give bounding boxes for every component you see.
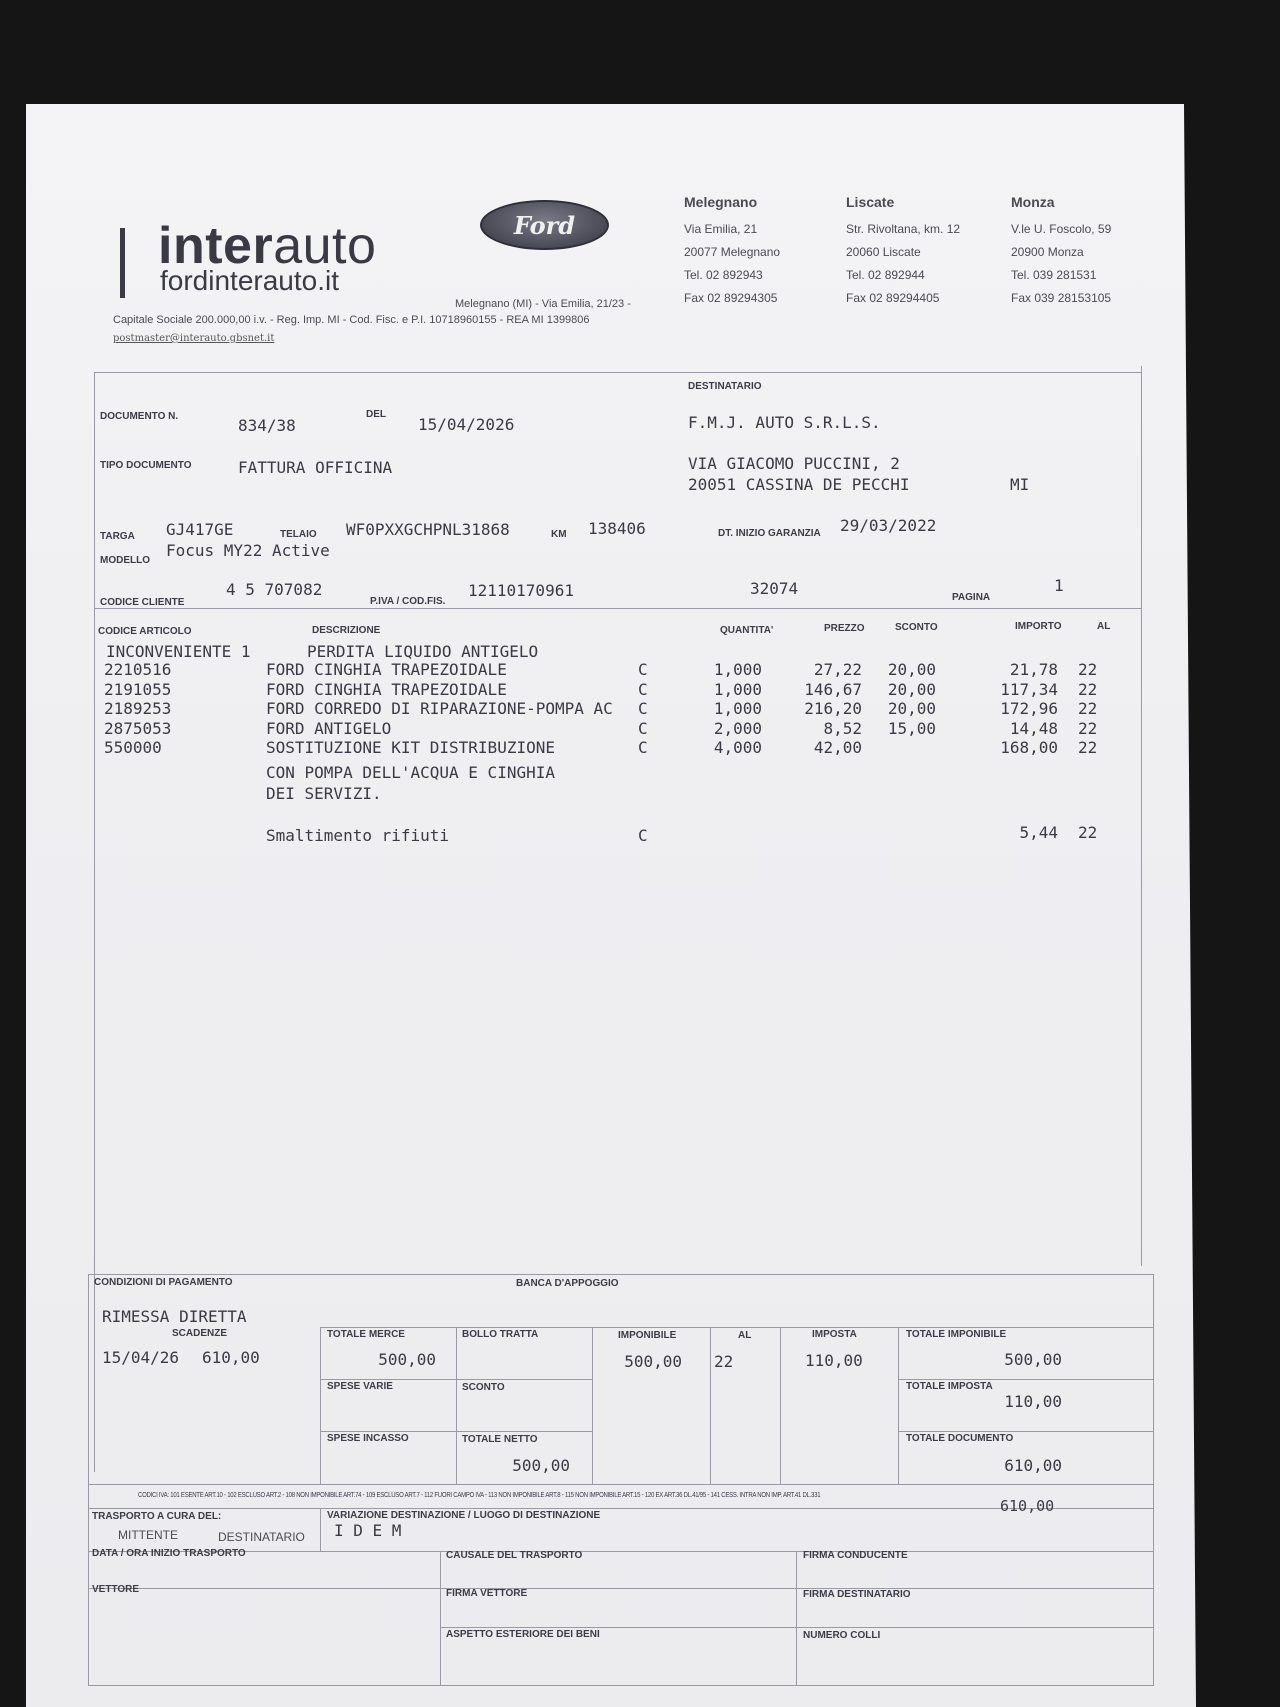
row-sconto: 15,00 <box>887 718 936 738</box>
row-importo: 21,78 <box>1009 660 1058 679</box>
label-destinatario: DESTINATARIO <box>688 381 762 392</box>
row-descrizione: FORD CINGHIA TRAPEZOIDALE <box>266 660 507 679</box>
row-al: 22 <box>1078 699 1098 718</box>
row-codice: 2875053 <box>104 718 172 738</box>
chassis-number: WF0PXXGCHPNL31868 <box>346 520 510 539</box>
label-spese-incasso: SPESE INCASSO <box>327 1433 409 1444</box>
branch-city: 20077 Melegnano <box>684 245 781 259</box>
smaltimento-desc: Smaltimento rifiuti <box>266 826 450 845</box>
row-prezzo: 146,67 <box>804 679 862 699</box>
km-value: 138406 <box>588 519 646 538</box>
branch-fax: Fax 02 89294405 <box>846 291 940 305</box>
label-data-trasporto: DATA / ORA INIZIO TRASPORTO <box>92 1548 246 1559</box>
row-importo: 14,48 <box>1009 718 1058 738</box>
label-scadenze: SCADENZE <box>172 1328 228 1339</box>
totale-documento: 610,00 <box>1004 1456 1062 1475</box>
totale-repeat: 610,00 <box>1000 1497 1055 1515</box>
row-prezzo: 42,00 <box>813 738 862 757</box>
row-descrizione: FORD CINGHIA TRAPEZOIDALE <box>266 679 507 699</box>
vat-number: 12110170961 <box>468 581 574 600</box>
label-totale-imposta: TOTALE IMPOSTA <box>906 1381 993 1392</box>
row-quantita: 2,000 <box>713 718 762 738</box>
row-sconto: 20,00 <box>887 660 936 679</box>
label-numero-colli: NUMERO COLLI <box>803 1630 881 1641</box>
logo-wordmark: interauto <box>158 217 377 275</box>
col-prezzo: PREZZO <box>824 623 865 634</box>
row-descrizione: SOSTITUZIONE KIT DISTRIBUZIONE <box>266 738 555 757</box>
row-codice: 550000 <box>104 738 162 757</box>
document-type: FATTURA OFFICINA <box>238 458 393 477</box>
row-prezzo: 27,22 <box>813 660 862 679</box>
row-prezzo: 216,20 <box>804 699 862 718</box>
vat-codes-note: CODICI IVA: 101 ESENTE ART.10 - 102 ESCLUSO ART.2 - 108 NON IMPONIBILE ART.74 - 109 ESCLUSO ART.7 - 112 FUORI CAMPO IVA - 113 NON IMPONIBILE ART.8 - 115 NON IMPONIBILE ART.15 - 120 EX ART.36 DL.41/95 - 141 CESS. INTRA NON IMP. ART.41 DL.331 <box>138 1492 821 1499</box>
row-quantita: 1,000 <box>713 679 762 699</box>
due-date: 15/04/26 <box>102 1348 180 1367</box>
label-garanzia: DT. INIZIO GARANZIA <box>718 528 821 539</box>
row-codice: 2210516 <box>104 660 172 679</box>
row-importo: 117,34 <box>1000 679 1058 699</box>
option-mittente[interactable]: MITTENTE <box>118 1528 178 1542</box>
label-firma-conducente: FIRMA CONDUCENTE <box>803 1550 908 1561</box>
logo-site: fordinterauto.it <box>160 265 339 296</box>
totale-merce: 500,00 <box>378 1350 436 1369</box>
recipient-province: MI <box>1010 475 1030 494</box>
label-condizioni: CONDIZIONI DI PAGAMENTO <box>94 1277 233 1288</box>
label-vettore: VETTORE <box>92 1584 140 1595</box>
label-km: KM <box>551 529 567 540</box>
label-piva: P.IVA / COD.FIS. <box>370 596 446 607</box>
option-destinatario[interactable]: DESTINATARIO <box>218 1530 305 1544</box>
branch-street: Via Emilia, 21 <box>684 222 758 236</box>
label-firma-destinatario: FIRMA DESTINATARIO <box>803 1589 911 1600</box>
label-targa: TARGA <box>100 531 135 542</box>
label-causale: CAUSALE DEL TRASPORTO <box>446 1550 583 1561</box>
row-al: 22 <box>1078 718 1098 738</box>
col-al: AL <box>1097 621 1111 632</box>
inconveniente-code: INCONVENIENTE 1 <box>106 642 251 661</box>
branch-fax: Fax 039 28153105 <box>1011 291 1112 305</box>
row-quantita: 4,000 <box>713 738 762 757</box>
branch-name: Melegnano <box>684 194 758 210</box>
label-spese-varie: SPESE VARIE <box>327 1381 393 1392</box>
branch-name: Liscate <box>846 194 895 210</box>
row-descrizione: FORD CORREDO DI RIPARAZIONE-POMPA AC <box>266 699 613 718</box>
row-flag: C <box>638 738 648 757</box>
variazione-value: I D E M <box>334 1521 402 1540</box>
label-modello: MODELLO <box>100 555 150 566</box>
smaltimento-flag: C <box>638 826 648 845</box>
row-flag: C <box>638 699 648 718</box>
ford-logo-icon: Ford <box>480 200 609 250</box>
customer-code: 4 5 707082 <box>226 580 323 599</box>
desc-continuation-1: CON POMPA DELL'ACQUA E CINGHIA <box>266 763 555 782</box>
row-flag: C <box>638 718 648 738</box>
row-flag: C <box>638 679 648 699</box>
imponibile: 500,00 <box>624 1352 682 1371</box>
branch-city: 20900 Monza <box>1011 245 1084 259</box>
row-al: 22 <box>1078 679 1098 699</box>
document-date: 15/04/2026 <box>418 415 515 434</box>
label-totale-merce: TOTALE MERCE <box>327 1329 405 1340</box>
row-al: 22 <box>1078 660 1098 679</box>
due-amount: 610,00 <box>202 1348 260 1367</box>
label-aliquota: AL <box>738 1330 752 1341</box>
vehicle-model: Focus MY22 Active <box>166 541 330 560</box>
row-quantita: 1,000 <box>713 699 762 718</box>
license-plate: GJ417GE <box>166 520 234 539</box>
label-bollo-tratta: BOLLO TRATTA <box>462 1329 539 1340</box>
label-tipo-documento: TIPO DOCUMENTO <box>100 460 192 471</box>
desc-continuation-2: DEI SERVIZI. <box>266 784 382 803</box>
label-variazione: VARIAZIONE DESTINAZIONE / LUOGO DI DESTINAZIONE <box>327 1510 601 1521</box>
branch-name: Monza <box>1011 194 1055 210</box>
row-codice: 2191055 <box>104 679 172 699</box>
row-importo: 172,96 <box>1000 699 1058 718</box>
smaltimento-importo: 5,44 <box>1019 823 1058 842</box>
payment-terms: RIMESSA DIRETTA <box>102 1307 247 1326</box>
label-imposta: IMPOSTA <box>812 1329 857 1340</box>
col-sconto: SCONTO <box>895 622 938 633</box>
label-telaio: TELAIO <box>280 529 317 540</box>
company-email-link[interactable]: postmaster@interauto.gbsnet.it <box>113 333 275 344</box>
row-prezzo: 8,52 <box>823 718 862 738</box>
row-quantita: 1,000 <box>713 660 762 679</box>
label-banca: BANCA D'APPOGGIO <box>516 1278 619 1289</box>
label-del: DEL <box>366 409 386 420</box>
col-quantita: QUANTITA' <box>720 625 774 636</box>
label-totale-imponibile: TOTALE IMPONIBILE <box>906 1329 1007 1340</box>
row-descrizione: FORD ANTIGELO <box>266 718 392 738</box>
row-codice: 2189253 <box>104 699 172 718</box>
label-sconto: SCONTO <box>462 1382 505 1393</box>
branch-street: V.le U. Foscolo, 59 <box>1011 222 1112 236</box>
row-importo: 168,00 <box>1000 738 1058 757</box>
branch-city: 20060 Liscate <box>846 245 921 259</box>
row-sconto: 20,00 <box>887 679 936 699</box>
branch-tel: Tel. 02 892944 <box>846 268 925 282</box>
label-imponibile: IMPONIBILE <box>618 1330 677 1341</box>
label-totale-netto: TOTALE NETTO <box>462 1434 538 1445</box>
totale-imposta: 110,00 <box>1004 1392 1062 1411</box>
label-codice-cliente: CODICE CLIENTE <box>100 597 185 608</box>
branch-fax: Fax 02 89294305 <box>684 291 778 305</box>
label-pagina: PAGINA <box>952 592 991 603</box>
recipient-city: 20051 CASSINA DE PECCHI <box>688 475 910 494</box>
recipient-street: VIA GIACOMO PUCCINI, 2 <box>688 454 900 473</box>
label-documento: DOCUMENTO N. <box>100 411 179 422</box>
totale-imponibile: 500,00 <box>1004 1350 1062 1369</box>
branch-street: Str. Rivoltana, km. 12 <box>846 222 961 236</box>
document-number: 834/38 <box>238 416 296 435</box>
page-number: 1 <box>1054 576 1064 595</box>
recipient-name: F.M.J. AUTO S.R.L.S. <box>688 413 881 432</box>
branch-tel: Tel. 039 281531 <box>1011 268 1097 282</box>
smaltimento-al: 22 <box>1078 823 1098 842</box>
aliquota: 22 <box>714 1352 734 1371</box>
totale-netto: 500,00 <box>512 1456 570 1475</box>
logo-bar <box>120 228 125 298</box>
inconveniente-desc: PERDITA LIQUIDO ANTIGELO <box>307 642 539 661</box>
col-descrizione: DESCRIZIONE <box>312 625 381 636</box>
label-totale-documento: TOTALE DOCUMENTO <box>906 1433 1014 1444</box>
extra-code: 32074 <box>750 579 799 598</box>
row-flag: C <box>638 660 648 679</box>
row-al: 22 <box>1078 738 1098 757</box>
label-firma-vettore: FIRMA VETTORE <box>446 1588 528 1599</box>
label-trasporto: TRASPORTO A CURA DEL: <box>92 1511 222 1522</box>
col-codice: CODICE ARTICOLO <box>98 626 192 637</box>
hq-address: Melegnano (MI) - Via Emilia, 21/23 - <box>455 298 631 310</box>
label-aspetto-beni: ASPETTO ESTERIORE DEI BENI <box>446 1629 600 1640</box>
col-importo: IMPORTO <box>1015 621 1062 632</box>
branch-tel: Tel. 02 892943 <box>684 268 763 282</box>
imposta: 110,00 <box>805 1351 863 1370</box>
row-sconto: 20,00 <box>887 699 936 718</box>
company-info: Capitale Sociale 200.000,00 i.v. - Reg. Imp. MI - Cod. Fisc. e P.I. 10718960155 - REA MI 1399806 <box>113 314 590 326</box>
warranty-start-date: 29/03/2022 <box>840 516 937 535</box>
